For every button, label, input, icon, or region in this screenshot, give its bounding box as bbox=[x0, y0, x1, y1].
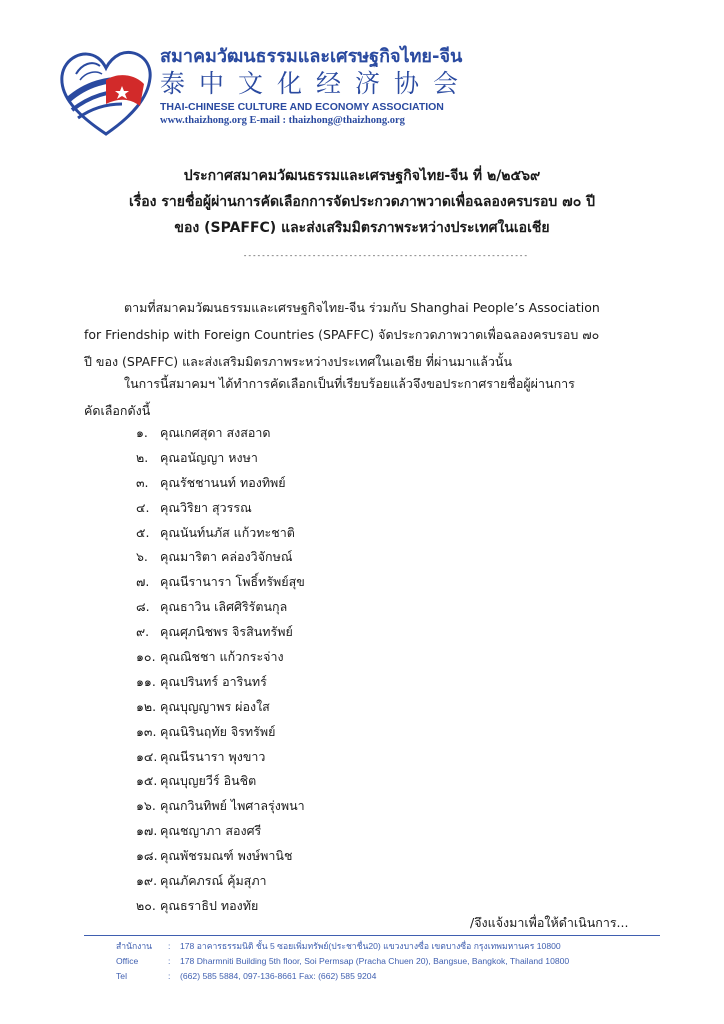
footer-label: Office bbox=[116, 956, 139, 966]
winner-item bbox=[136, 769, 496, 794]
winner-name: คุณนันท์นภัส แก้วทะชาติ bbox=[160, 524, 295, 540]
winner-item bbox=[136, 670, 496, 695]
winner-number: ๑๖. bbox=[136, 798, 156, 814]
winner-item bbox=[136, 844, 496, 869]
footer-separator: : bbox=[168, 971, 171, 981]
winner-item bbox=[136, 794, 496, 819]
winner-number: ๑๐. bbox=[136, 649, 156, 665]
winner-name: คุณเกศสุดา สงสอาด bbox=[160, 425, 271, 440]
footer-value: (662) 585 5884, 097-136-8661 Fax: (662) 585 9204 bbox=[180, 971, 377, 981]
winner-number: ๖. bbox=[136, 549, 148, 565]
winner-item bbox=[136, 521, 496, 546]
winner-number: ๑๗. bbox=[136, 823, 158, 839]
closing-note: /จึงแจ้งมาเพื่อให้ดำเนินการ... bbox=[470, 915, 629, 930]
footer-address bbox=[116, 939, 676, 984]
letterhead bbox=[160, 46, 500, 128]
winner-item bbox=[136, 745, 496, 770]
footer-separator: : bbox=[168, 941, 171, 951]
winner-name: คุณพัชรมณฑ์ พงษ์พานิช bbox=[160, 848, 293, 864]
winner-number: ๑๔. bbox=[136, 748, 158, 764]
winner-item bbox=[136, 545, 496, 570]
winners-list bbox=[136, 421, 496, 919]
winner-number: ๑๑. bbox=[136, 673, 156, 689]
selection-paragraph bbox=[84, 370, 644, 424]
title-line-1: ประกาศสมาคมวัฒนธรรมและเศรษฐกิจไทย-จีน ที่ ๒/๒๕๖๙ bbox=[183, 168, 541, 184]
winner-item bbox=[136, 446, 496, 471]
winner-item bbox=[136, 595, 496, 620]
org-name-chinese: 泰中文化经济协会 bbox=[160, 69, 473, 98]
winner-number: ๕. bbox=[136, 524, 150, 540]
winner-number: ๒. bbox=[136, 449, 149, 465]
winner-name: คุณอนัญญา หงษา bbox=[160, 449, 258, 465]
winner-item bbox=[136, 570, 496, 595]
winner-number: ๗. bbox=[136, 574, 150, 590]
org-contact: www.thaizhong.org E-mail : thaizhong@thaizhong.org bbox=[160, 115, 405, 126]
winner-item bbox=[136, 620, 496, 645]
title-line-3: ของ (SPAFFC) และส่งเสริมมิตรภาพระหว่างประเทศในเอเชีย bbox=[174, 220, 550, 236]
winner-item bbox=[136, 720, 496, 745]
winner-name: คุณภัคภรณ์ คุ้มสุภา bbox=[160, 873, 267, 889]
footer-separator: : bbox=[168, 956, 171, 966]
winner-number: ๙. bbox=[136, 624, 150, 640]
footer-divider bbox=[84, 935, 660, 936]
winner-name: คุณวิริยา สุวรรณ bbox=[160, 499, 252, 515]
footer-label: Tel bbox=[116, 971, 127, 981]
winner-name: คุณณิชชา แก้วกระจ่าง bbox=[160, 649, 284, 665]
winner-number: ๘. bbox=[136, 599, 150, 615]
winner-name: คุณปรินทร์ อารินทร์ bbox=[160, 673, 267, 689]
winner-name: คุณบุญญาพร ผ่องใส bbox=[160, 698, 270, 714]
flag-red bbox=[106, 75, 144, 106]
winner-number: ๔. bbox=[136, 499, 150, 515]
announcement-title bbox=[60, 163, 664, 241]
para1-line-2: for Friendship with Foreign Countries (SPAFFC) จัดประกวดภาพวาดเพื่อฉลองครบรอบ ๗๐ bbox=[84, 327, 600, 342]
org-name-thai: สมาคมวัฒนธรรมและเศรษฐกิจไทย-จีน bbox=[160, 46, 463, 67]
winner-item bbox=[136, 496, 496, 521]
winner-number: ๑๙. bbox=[136, 873, 158, 889]
winner-number: ๑๘. bbox=[136, 848, 158, 864]
org-name-english: THAI-CHINESE CULTURE AND ECONOMY ASSOCIATION bbox=[160, 101, 444, 113]
winner-number: ๑๓. bbox=[136, 723, 157, 739]
winner-item bbox=[136, 894, 496, 919]
winner-name: คุณศุภนิชพร จิรสินทรัพย์ bbox=[160, 624, 293, 640]
winner-name: คุณกวินทิพย์ ไพศาลรุ่งพนา bbox=[160, 798, 305, 814]
para2-line-1: ในการนี้สมาคมฯ ได้ทำการคัดเลือกเป็นที่เรียบร้อยแล้วจึงขอประกาศรายชื่อผู้ผ่านการ bbox=[124, 376, 575, 391]
winner-name: คุณมาริตา คล่องวิจักษณ์ bbox=[160, 549, 293, 565]
winner-number: ๑. bbox=[136, 425, 148, 440]
intro-paragraph bbox=[84, 294, 644, 375]
footer-value: 178 อาคารธรรมนิติ ชั้น 5 ซอยเพิ่มทรัพย์(ประชาชื่น20) แขวงบางซื่อ เขตบางซื่อ กรุงเทพมหานคร 10800 bbox=[180, 941, 561, 951]
winner-name: คุณนีรนารา พุงขาว bbox=[160, 748, 266, 764]
winner-name: คุณรัชชานนท์ ทองทิพย์ bbox=[160, 474, 286, 490]
para2-line-2: คัดเลือกดังนี้ bbox=[84, 403, 151, 418]
winner-name: คุณนีรานารา โพธิ์ทรัพย์สุข bbox=[160, 574, 305, 590]
winner-item bbox=[136, 819, 496, 844]
footer-label: สำนักงาน bbox=[116, 941, 153, 951]
association-logo bbox=[56, 44, 156, 140]
winner-number: ๑๕. bbox=[136, 773, 158, 789]
winner-item bbox=[136, 645, 496, 670]
winner-item bbox=[136, 471, 496, 496]
winner-name: คุณชญาภา สองศรี bbox=[160, 823, 262, 839]
winner-name: คุณบุญยวีร์ อินชิต bbox=[160, 773, 257, 789]
para1-line-3: ปี ของ (SPAFFC) และส่งเสริมมิตรภาพระหว่างประเทศในเอเชีย ที่ผ่านมาแล้วนั้น bbox=[84, 354, 512, 369]
footer-telephone bbox=[116, 969, 676, 984]
title-divider: -------------------------------------------------------------- bbox=[243, 253, 529, 261]
winner-name: คุณธาวิน เลิศศิริรัตนกุล bbox=[160, 599, 288, 615]
footer-office-english bbox=[116, 954, 676, 969]
winner-item bbox=[136, 869, 496, 894]
winner-item bbox=[136, 421, 496, 446]
winner-number: ๑๒. bbox=[136, 698, 157, 714]
footer-office-thai bbox=[116, 939, 676, 954]
winner-name: คุณนิรินฤทัย จิรทรัพย์ bbox=[160, 723, 276, 739]
title-line-2: เรื่อง รายชื่อผู้ผ่านการคัดเลือกการจัดประกวดภาพวาดเพื่อฉลองครบรอบ ๗๐ ปี bbox=[128, 194, 596, 210]
winner-number: ๓. bbox=[136, 474, 149, 490]
winner-name: คุณธราธิป ทองทัย bbox=[160, 897, 259, 913]
winner-number: ๒๐. bbox=[136, 897, 156, 913]
para1-line-1: ตามที่สมาคมวัฒนธรรมและเศรษฐกิจไทย-จีน ร่วมกับ Shanghai People’s Association bbox=[124, 300, 600, 315]
winner-item bbox=[136, 695, 496, 720]
footer-value: 178 Dharmniti Building 5th floor, Soi Permsap (Pracha Chuen 20), Bangsue, Bangkok, Thailand 10800 bbox=[180, 956, 570, 966]
